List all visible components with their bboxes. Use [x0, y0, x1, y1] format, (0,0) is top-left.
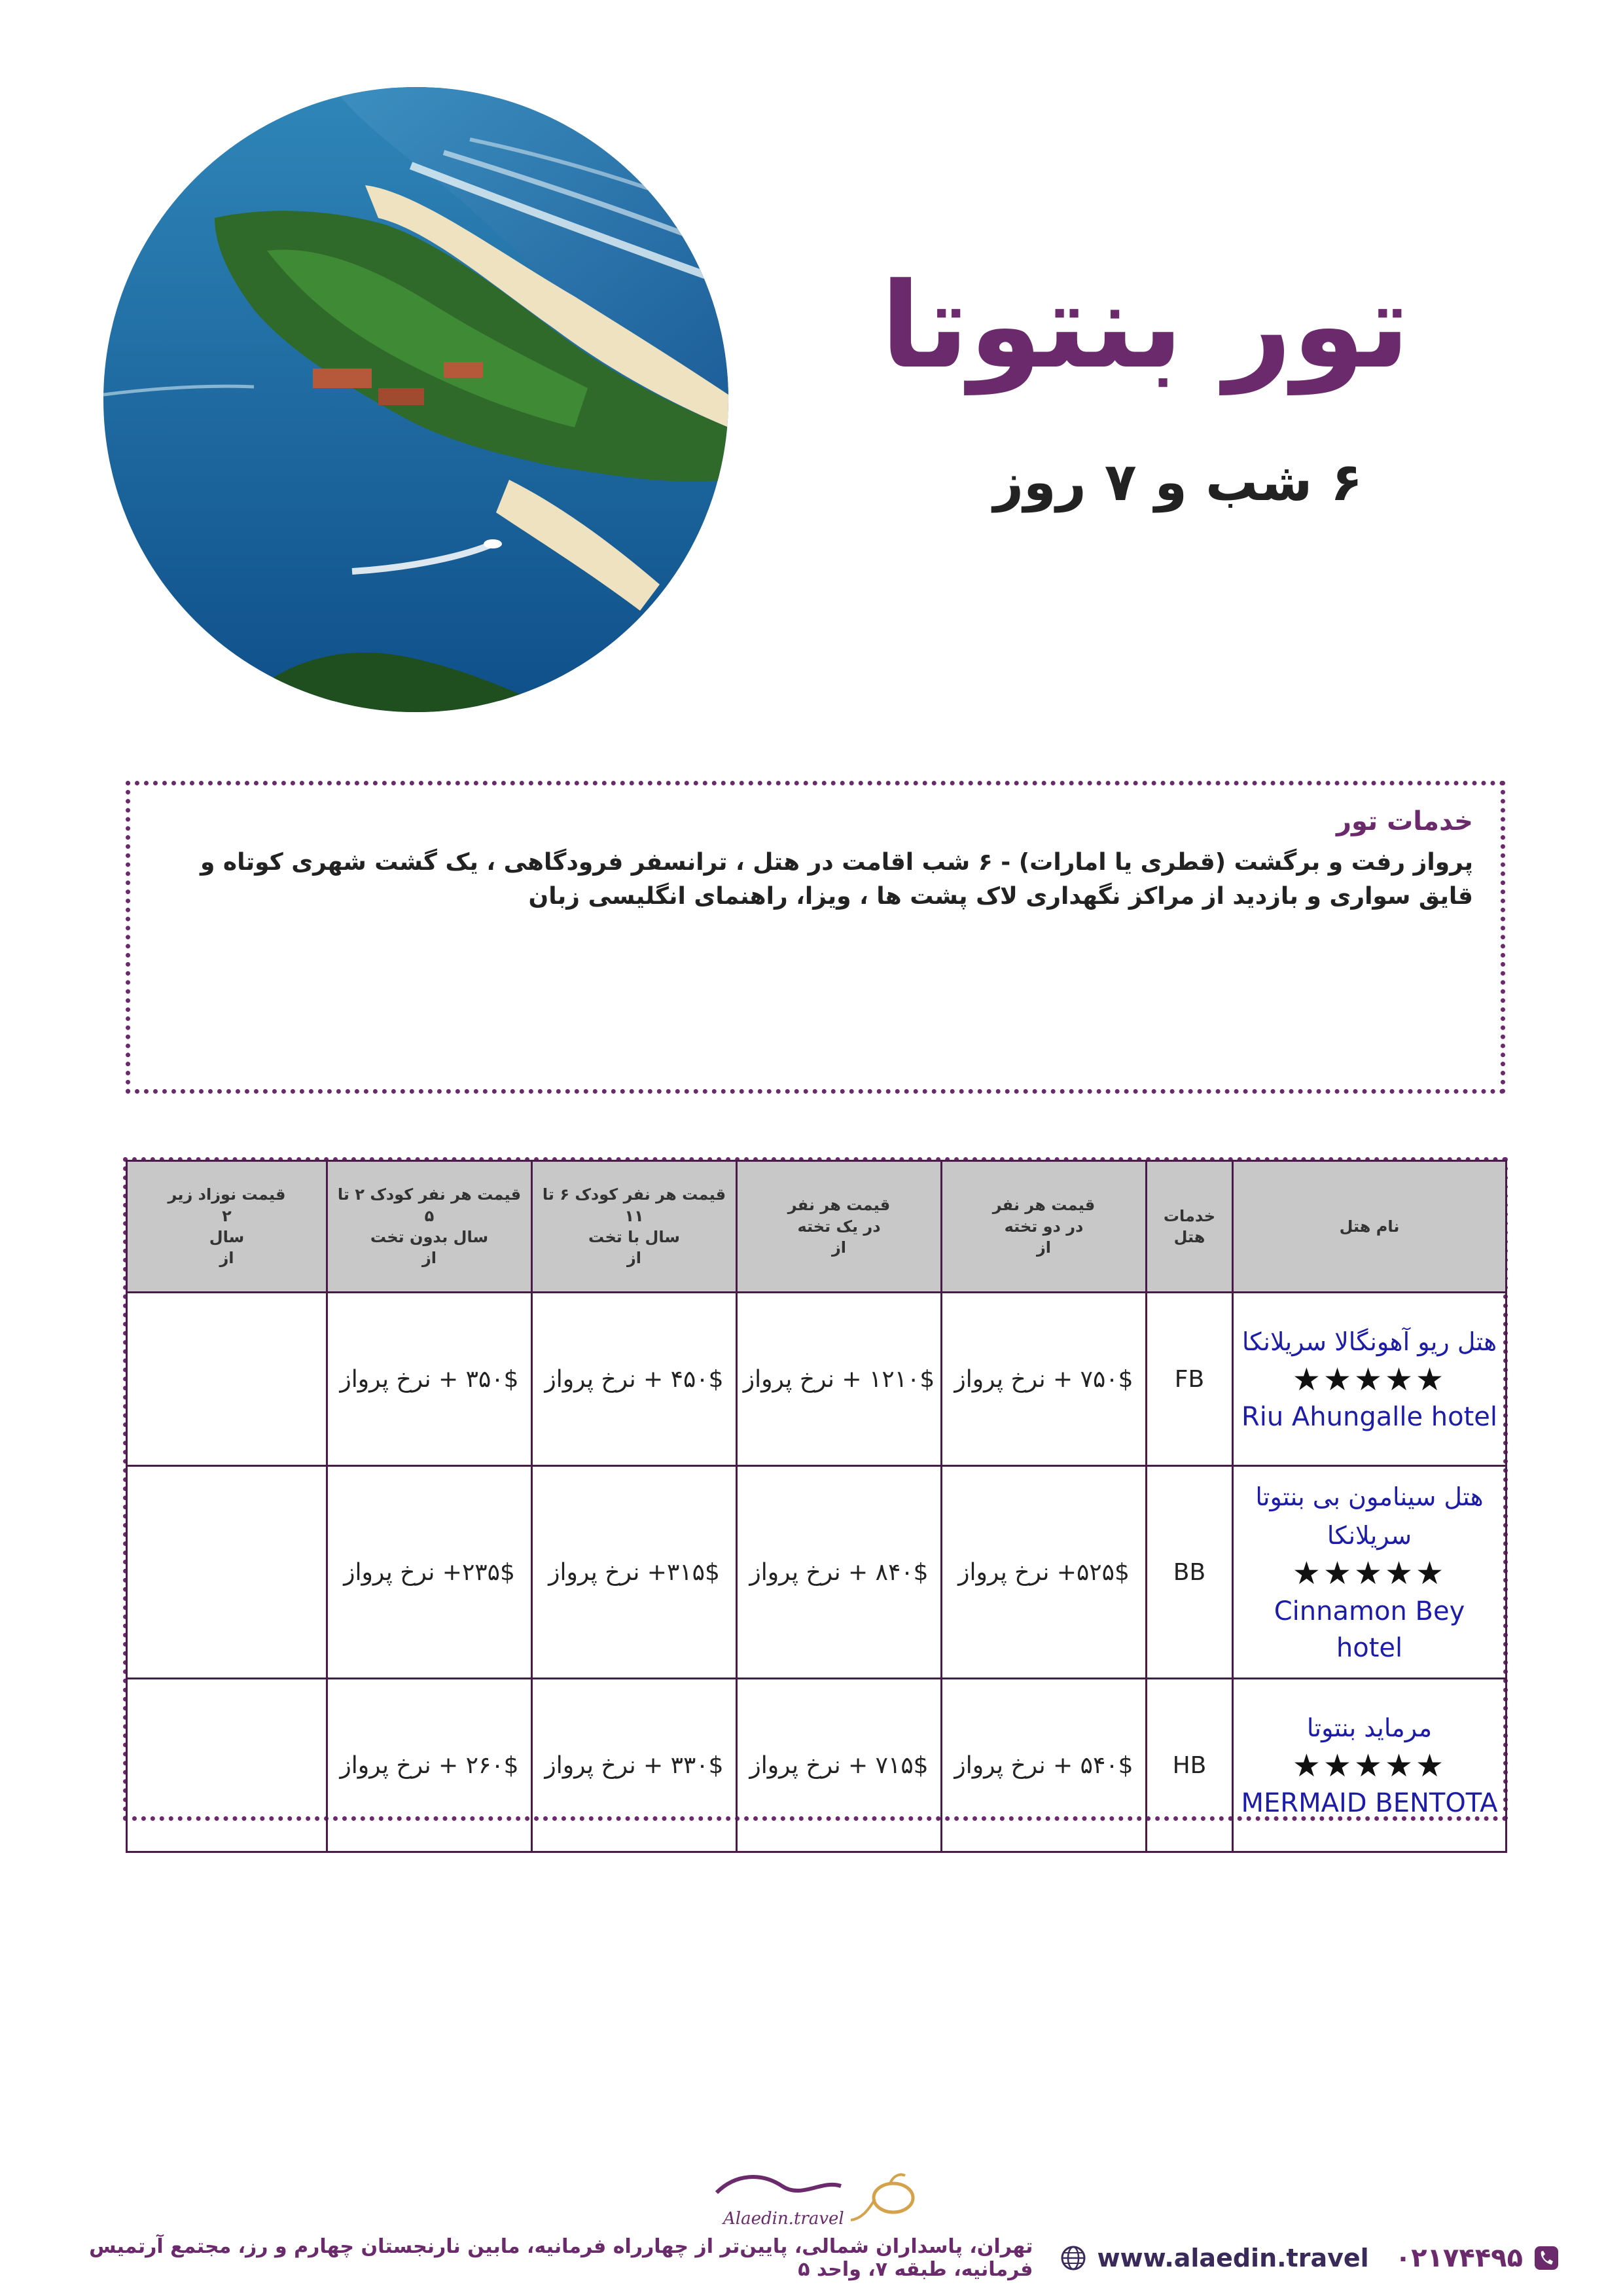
- header-infant: قیمت نوزاد زیر ۲ سال از: [127, 1161, 327, 1293]
- logo-text: Alaedin.travel: [723, 2209, 844, 2229]
- table-row: [127, 1679, 1507, 1852]
- hotel-name-fa[interactable]: مرماید بنتوتا: [1306, 1713, 1433, 1742]
- page-title: تور بنتوتا: [880, 258, 1410, 395]
- child-nobed-price-cell: ۲۶۰$ + نرخ پرواز: [327, 1679, 532, 1852]
- single-price-cell: ۱۲۱۰$ + نرخ پرواز: [737, 1293, 942, 1466]
- header-hotel-name: نام هتل: [1233, 1161, 1507, 1293]
- table-header-row: [127, 1161, 1507, 1293]
- child-nobed-price-cell: ۳۵۰$ + نرخ پرواز: [327, 1293, 532, 1466]
- header-single-price: قیمت هر نفر در یک تخته از: [737, 1161, 942, 1293]
- star-rating: ★★★★★: [1292, 1555, 1447, 1592]
- phone-contact[interactable]: [1395, 2243, 1561, 2273]
- double-price-cell: ۵۴۰$ + نرخ پرواز: [942, 1679, 1147, 1852]
- header-child-no-bed: قیمت هر نفر کودک ۲ تا ۵ سال بدون تخت از: [327, 1161, 532, 1293]
- table-row: [127, 1466, 1507, 1679]
- hotel-cell: [1233, 1466, 1507, 1679]
- footer: [62, 2235, 1561, 2281]
- header-child-with-bed: قیمت هر نفر کودک ۶ تا ۱۱ سال با تخت از: [532, 1161, 737, 1293]
- infant-price-cell: [127, 1679, 327, 1852]
- child-bed-price-cell: ۳۳۰$ + نرخ پرواز: [532, 1679, 737, 1852]
- hotel-name-en[interactable]: MERMAID BENTOTA: [1241, 1788, 1498, 1819]
- table-row: [127, 1293, 1507, 1466]
- hotel-name-fa[interactable]: هتل ریو آهونگالا سریلانکا: [1241, 1327, 1497, 1356]
- child-nobed-price-cell: ۲۳۵$+ نرخ پرواز: [327, 1466, 532, 1679]
- double-price-cell: ۵۲۵$+ نرخ پرواز: [942, 1466, 1147, 1679]
- single-price-cell: ۷۱۵$ + نرخ پرواز: [737, 1679, 942, 1852]
- website-link[interactable]: [1059, 2244, 1368, 2272]
- infant-price-cell: [127, 1466, 327, 1679]
- alaedin-logo: [704, 2160, 926, 2232]
- infant-price-cell: [127, 1293, 327, 1466]
- hotel-name-en[interactable]: Riu Ahungalle hotel: [1241, 1402, 1498, 1433]
- hotel-name-fa[interactable]: هتل سینامون بی بنتوتا سریلانکا: [1255, 1482, 1484, 1551]
- hotel-name-en[interactable]: Cinnamon Bey hotel: [1274, 1596, 1465, 1663]
- phone-icon: [1532, 2244, 1561, 2272]
- hero-photo: [103, 87, 728, 712]
- page-subtitle: ۶ شب و ۷ روز: [993, 452, 1363, 512]
- price-table: [126, 1160, 1507, 1853]
- services-text: پرواز رفت و برگشت (قطری یا امارات) - ۶ شب اقامت در هتل ، ترانسفر فرودگاهی ، یک گشت شهری کوتاه و قایق سواری و بازدید از مراکز نگهداری لاک پشت ها ، ویزا، راهنمای انگلیسی زبان: [200, 849, 1473, 910]
- hotel-service-cell: FB: [1147, 1293, 1233, 1466]
- header-double-price: قیمت هر نفر در دو تخته از: [942, 1161, 1147, 1293]
- website-url: www.alaedin.travel: [1097, 2244, 1369, 2272]
- hotel-service-cell: BB: [1147, 1466, 1233, 1679]
- single-price-cell: ۸۴۰$ + نرخ پرواز: [737, 1466, 942, 1679]
- globe-icon: [1059, 2244, 1088, 2272]
- phone-number: ۰۲۱۷۴۴۹۵: [1395, 2243, 1523, 2273]
- double-price-cell: ۷۵۰$ + نرخ پرواز: [942, 1293, 1147, 1466]
- header-hotel-services: خدمات هتل: [1147, 1161, 1233, 1293]
- address: تهران، پاسداران شمالی، پایین‌تر از چهارراه فرمانیه، مابین نارنجستان چهارم و رز، مجتمع آرتمیس فرمانیه، طبقه ۷، واحد ۵: [89, 2235, 1033, 2281]
- child-bed-price-cell: ۴۵۰$ + نرخ پرواز: [532, 1293, 737, 1466]
- hotel-cell: [1233, 1679, 1507, 1852]
- hotel-cell: [1233, 1293, 1507, 1466]
- star-rating: ★★★★★: [1292, 1747, 1447, 1784]
- lamp-icon: [851, 2175, 913, 2221]
- tour-services-box: [126, 781, 1505, 1094]
- star-rating: ★★★★★: [1292, 1361, 1447, 1398]
- child-bed-price-cell: ۳۱۵$+ نرخ پرواز: [532, 1466, 737, 1679]
- hotel-service-cell: HB: [1147, 1679, 1233, 1852]
- services-heading: خدمات تور: [1336, 806, 1473, 836]
